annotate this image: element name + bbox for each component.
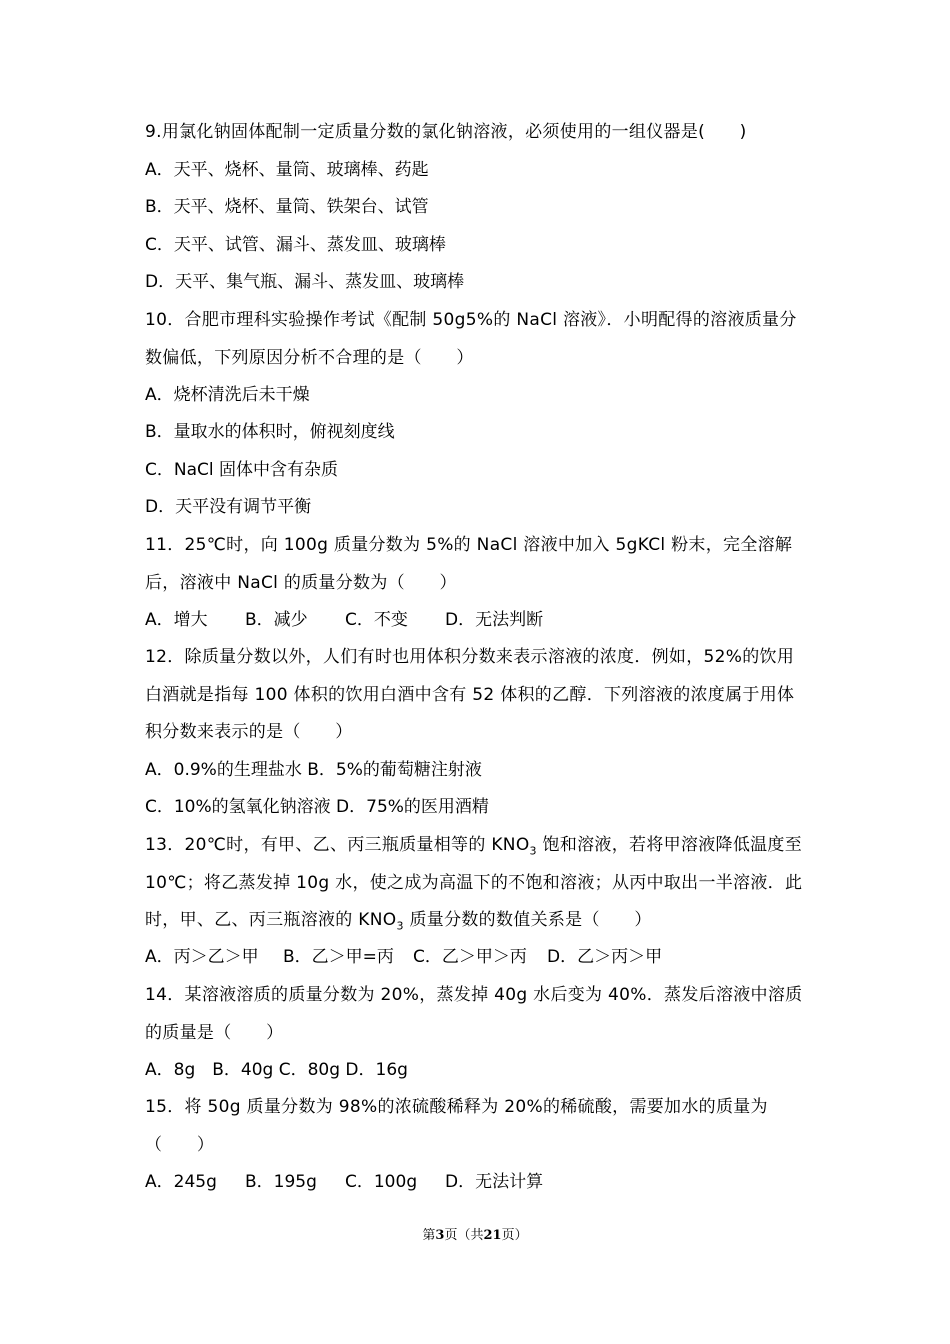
question-13-subscript-1: 3 — [529, 844, 537, 858]
footer-page-number: 3 — [435, 1228, 445, 1243]
page-footer — [0, 1226, 950, 1246]
question-13-options — [145, 939, 810, 977]
question-13-stem-part-3: 质量分数的数值关系是（ ） — [403, 910, 652, 930]
question-12-options-cd: C．10%的氢氧化钠溶液 D．75%的医用酒精 — [145, 797, 489, 817]
question-15-option-d: D．无法计算 — [445, 1172, 544, 1192]
question-9-option-a: A．天平、烧杯、量筒、玻璃棒、药匙 — [145, 160, 429, 180]
footer-suffix: 页） — [501, 1228, 528, 1243]
question-15-options — [145, 1164, 810, 1202]
question-13-stem — [145, 827, 810, 940]
footer-prefix: 第 — [422, 1228, 436, 1243]
question-12-stem: 12．除质量分数以外，人们有时也用体积分数来表示溶液的浓度．例如，52%的饮用白酒就是指每 100 体积的饮用白酒中含有 52 体积的乙醇．下列溶液的浓度属于用体积分数来表示的是（ ） — [145, 647, 795, 742]
question-11-option-a: A．增大 — [145, 610, 208, 630]
question-10-stem: 10．合肥市理科实验操作考试《配制 50g5%的 NaCl 溶液》．小明配得的溶液质量分数偏低，下列原因分析不合理的是（ ） — [145, 310, 797, 368]
question-13-option-b: B．乙＞甲=丙 — [283, 947, 394, 967]
question-10-option-a: A．烧杯清洗后未干燥 — [145, 385, 310, 405]
question-11-options — [145, 602, 810, 640]
footer-middle: 页（共 — [444, 1228, 484, 1243]
question-14-options: A．8g B．40g C．80g D．16g — [145, 1060, 408, 1080]
question-15-option-b: B．195g — [245, 1172, 317, 1192]
question-10-option-b: B．量取水的体积时，俯视刻度线 — [145, 422, 395, 442]
question-11-stem: 11．25℃时，向 100g 质量分数为 5%的 NaCl 溶液中加入 5gKCl 粉末，完全溶解后，溶液中 NaCl 的质量分数为（ ） — [145, 535, 793, 593]
question-15-stem: 15．将 50g 质量分数为 98%的浓硫酸稀释为 20%的稀硫酸，需要加水的质量为（ ） — [145, 1097, 768, 1155]
question-13-subscript-2: 3 — [396, 919, 404, 933]
question-15-option-c: C．100g — [345, 1172, 418, 1192]
question-13-stem-part-2: 饱和溶液，若将甲溶液降低温度至 10℃；将乙蒸发掉 10g 水，使之成为高温下的不饱和溶液；从丙中取出一半溶液．此时，甲、乙、丙三瓶溶液的 KNO — [145, 835, 803, 930]
question-13-option-c: C．乙＞甲＞丙 — [413, 947, 527, 967]
question-11-option-b: B．减少 — [245, 610, 308, 630]
footer-total-pages: 21 — [483, 1228, 502, 1243]
question-13-stem-part-1: 13．20℃时，有甲、乙、丙三瓶质量相等的 KNO — [145, 835, 530, 855]
question-11-option-c: C．不变 — [345, 610, 408, 630]
question-14-stem: 14．某溶液溶质的质量分数为 20%，蒸发掉 40g 水后变为 40%．蒸发后溶液中溶质的质量是（ ） — [145, 985, 803, 1043]
question-11-option-d: D．无法判断 — [445, 610, 544, 630]
question-9-option-b: B．天平、烧杯、量筒、铁架台、试管 — [145, 197, 429, 217]
question-12-options-ab: A．0.9%的生理盐水 B．5%的葡萄糖注射液 — [145, 760, 482, 780]
question-13-option-d: D．乙＞丙＞甲 — [547, 947, 663, 967]
question-13-option-a: A．丙＞乙＞甲 — [145, 947, 259, 967]
question-15-option-a: A．245g — [145, 1172, 217, 1192]
question-10-option-c: C．NaCl 固体中含有杂质 — [145, 460, 339, 480]
question-10-option-d: D．天平没有调节平衡 — [145, 497, 312, 517]
question-9-option-c: C．天平、试管、漏斗、蒸发皿、玻璃棒 — [145, 235, 446, 255]
question-9-option-d: D．天平、集气瓶、漏斗、蒸发皿、玻璃棒 — [145, 272, 465, 292]
question-9-stem: 9.用氯化钠固体配制一定质量分数的氯化钠溶液，必须使用的一组仪器是( ) — [145, 122, 747, 142]
